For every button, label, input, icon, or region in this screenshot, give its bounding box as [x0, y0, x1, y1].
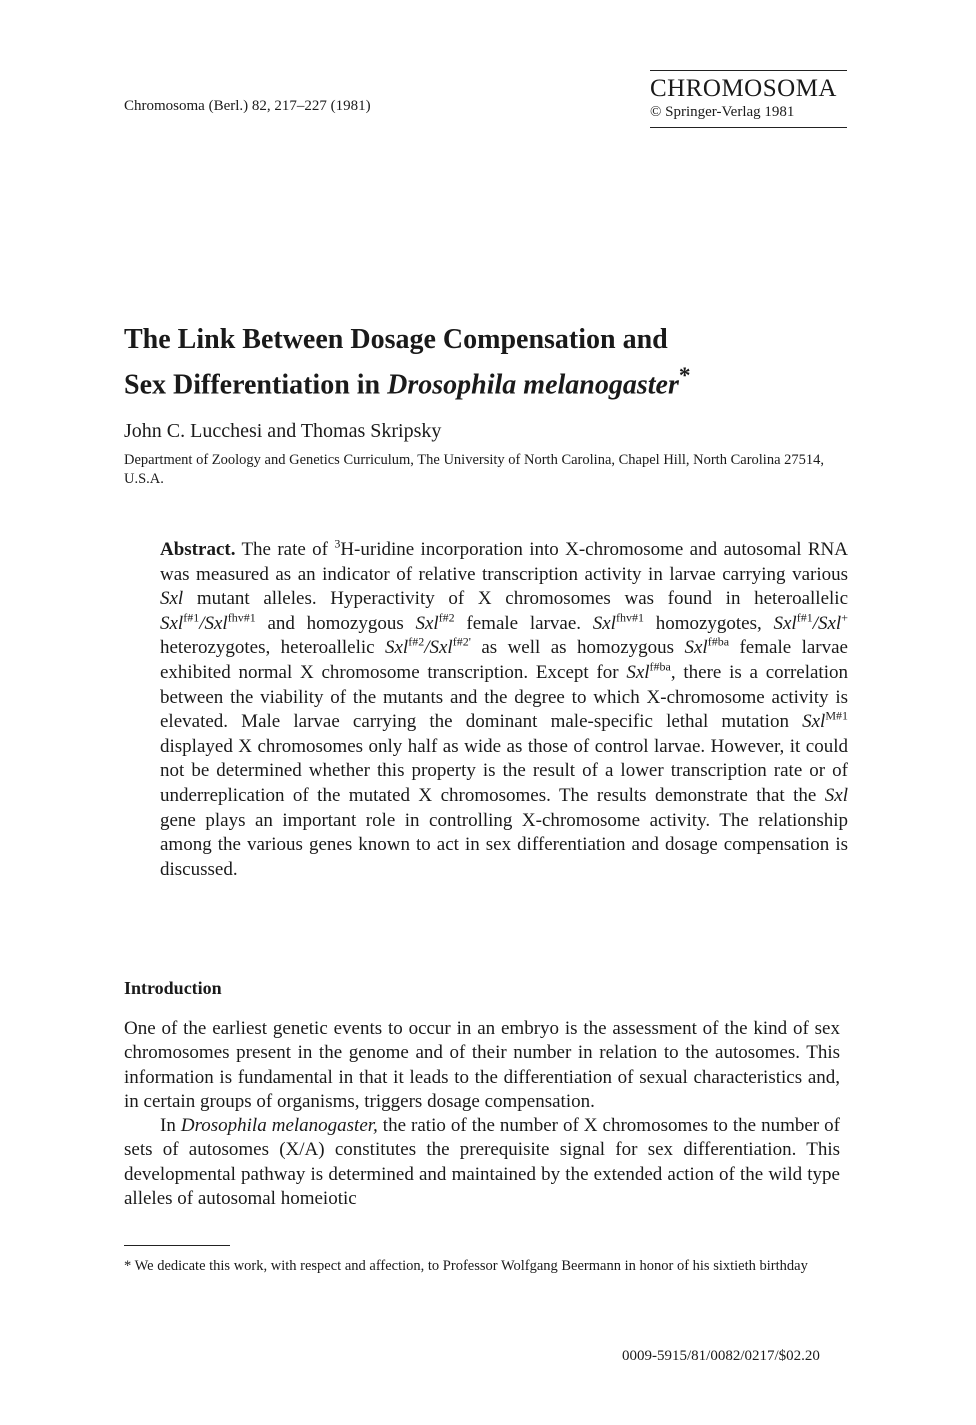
citation: Chromosoma (Berl.) 82, 217–227 (1981)	[124, 98, 371, 114]
intro-paragraph-1: One of the earliest genetic events to occur in an embryo is the assessment of the kind of sex chromosomes present in the genome and of their number in relation to the autosomes. This information is fundamental in that it leads to the differentiation of sexual characteristics and, in certain groups of organisms, triggers dosage compensation.	[124, 1018, 840, 1112]
section-heading: Introduction	[124, 978, 222, 998]
article-code: 0009-5915/81/0082/0217/$02.20	[622, 1348, 820, 1364]
publisher-copyright: © Springer-Verlag 1981	[650, 104, 795, 120]
article-title	[124, 322, 884, 403]
footnote	[124, 1257, 840, 1277]
abstract-label: Abstract.	[160, 539, 236, 560]
affiliation: Department of Zoology and Genetics Curriculum, The University of North Carolina, Chapel Hill, North Carolina 27514, U.S.A.	[124, 452, 825, 487]
journal-name: CHROMOSOMA	[650, 75, 837, 102]
authors: John C. Lucchesi and Thomas Skripsky	[124, 420, 442, 442]
title-line-2: Sex Differentiation in	[124, 369, 388, 401]
footnote-text: * We dedicate this work, with respect and affection, to Professor Wolfgang Beermann in honor of his sixtieth birthday	[124, 1258, 808, 1274]
title-species: Drosophila melanogaster	[387, 369, 679, 401]
title-footnote-marker: *	[678, 363, 691, 389]
title-line-1: The Link Between Dosage Compensation and	[124, 324, 668, 355]
footnote-divider	[124, 1245, 230, 1246]
intro-paragraph-2: In Drosophila melanogaster, the ratio of the number of X chromosomes to the number of sets of autosomes (X/A) constitutes the prerequisite signal for sex differentiation. This developmental pathway is determined and maintained by the extended action of the wild type alleles of autosomal homeiotic	[124, 1115, 840, 1210]
abstract: Abstract. The rate of $^3$H-uridine incorporation into X-chromosome and autosomal RNA was measured as an indicator of relative transcription activity in larvae carrying various Sxl mutant alleles. Hyperactivity of X chromosomes was found in heteroallelic Sxl$^{f\#1}$/Sxl$^{fhv\#1}$ and homozygous Sxl$^{f\#2}$ female larvae. Sxl$^{fhv\#1}$ homozygotes, Sxl$^{f\#1}$/Sxl+ heterozygotes, heteroallelic Sxl$^{f\#2}$/Sxl$^{f\#2'}$ as well as homozygous Sxl$^{f\#ba}$ female larvae exhibited normal X chromosome transcription. Except for Sxl$^{f\#ba}$, there is a correlation between the viability of the mutants and the degree to which X-chromosome activity is elevated. Male larvae carrying the dominant male-specific lethal mutation Sxl$^{M\#1}$ displayed X chromosomes only half as wide as those of control larvae. However, it could not be determined whether this property is the result of a lower transcription rate or of underreplication of the mutated X chromosomes. The results demonstrate that the Sxl gene plays an important role in controlling X-chromosome activity. The relationship among the various genes known to act in sex differentiation and dosage compensation is discussed.	[160, 536, 849, 880]
introduction-body	[124, 1017, 840, 1211]
journal-masthead	[650, 70, 847, 128]
